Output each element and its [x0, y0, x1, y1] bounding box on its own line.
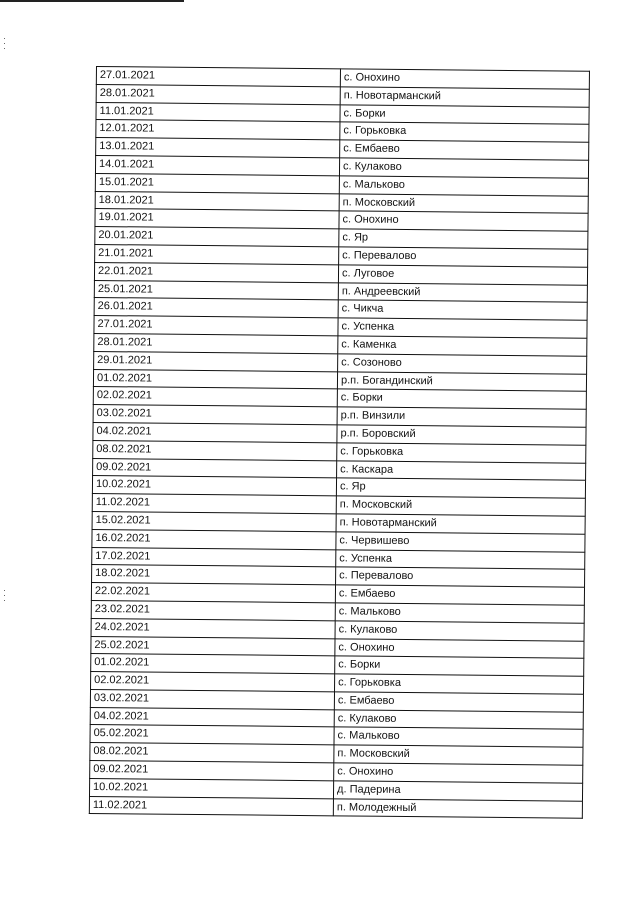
date-cell: 01.02.2021: [91, 654, 335, 674]
date-cell: 15.01.2021: [95, 173, 339, 193]
settlement-cell: р.п. Винзили: [337, 407, 586, 427]
date-cell: 17.02.2021: [92, 547, 336, 567]
settlement-cell: с. Горьковка: [335, 674, 584, 694]
settlement-cell: с. Онохино: [334, 763, 583, 783]
date-cell: 14.01.2021: [95, 155, 339, 175]
schedule-table: [89, 66, 590, 819]
date-cell: 29.01.2021: [94, 351, 338, 371]
settlement-cell: п. Московский: [334, 745, 583, 765]
settlement-cell: с. Борки: [335, 656, 584, 676]
date-cell: 03.02.2021: [90, 689, 334, 709]
date-cell: 28.01.2021: [94, 333, 338, 353]
date-cell: 03.02.2021: [93, 405, 337, 425]
date-cell: 13.01.2021: [96, 138, 340, 158]
settlement-cell: с. Онохино: [339, 211, 588, 231]
settlement-cell: с. Борки: [337, 389, 586, 409]
settlement-cell: с. Кулаково: [335, 621, 584, 641]
settlement-cell: с. Яр: [339, 229, 588, 249]
scan-margin-marks: [4, 38, 6, 53]
settlement-cell: п. Московский: [339, 193, 588, 213]
schedule-table-body: [89, 67, 589, 819]
date-cell: 05.02.2021: [90, 725, 334, 745]
date-cell: 27.01.2021: [96, 67, 340, 87]
date-cell: 23.02.2021: [91, 600, 335, 620]
date-cell: 09.02.2021: [90, 761, 334, 781]
date-cell: 08.02.2021: [90, 743, 334, 763]
date-cell: 10.02.2021: [92, 476, 336, 496]
settlement-cell: с. Ембаево: [335, 585, 584, 605]
date-cell: 18.01.2021: [95, 191, 339, 211]
settlement-cell: с. Ембаево: [334, 692, 583, 712]
settlement-cell: с. Мальково: [339, 176, 588, 196]
date-cell: 04.02.2021: [90, 707, 334, 727]
date-cell: 09.02.2021: [93, 458, 337, 478]
settlement-cell: с. Перевалово: [336, 567, 585, 587]
settlement-cell: п. Московский: [336, 496, 585, 516]
date-cell: 02.02.2021: [91, 672, 335, 692]
settlement-cell: с. Онохино: [340, 69, 589, 89]
date-cell: 11.02.2021: [92, 494, 336, 514]
date-cell: 12.01.2021: [96, 120, 340, 140]
date-cell: 22.02.2021: [91, 583, 335, 603]
settlement-cell: п. Новотарманский: [336, 514, 585, 534]
table-row: [89, 796, 582, 819]
date-cell: 18.02.2021: [92, 565, 336, 585]
settlement-cell: р.п. Боровский: [337, 425, 586, 445]
settlement-cell: с. Каскара: [337, 460, 586, 480]
date-cell: 16.02.2021: [92, 529, 336, 549]
date-cell: 28.01.2021: [96, 84, 340, 104]
date-cell: 01.02.2021: [93, 369, 337, 389]
settlement-cell: р.п. Богандинский: [337, 371, 586, 391]
settlement-cell: с. Кулаково: [334, 710, 583, 730]
date-cell: 10.02.2021: [89, 778, 333, 798]
settlement-cell: с. Кулаково: [339, 158, 588, 178]
settlement-cell: с. Каменка: [338, 336, 587, 356]
settlement-cell: с. Онохино: [335, 638, 584, 658]
date-cell: 26.01.2021: [94, 298, 338, 318]
date-cell: 25.01.2021: [94, 280, 338, 300]
schedule-table-container: [89, 66, 590, 819]
date-cell: 25.02.2021: [91, 636, 335, 656]
settlement-cell: с. Созоново: [338, 354, 587, 374]
date-cell: 11.02.2021: [89, 796, 333, 816]
date-cell: 22.01.2021: [94, 262, 338, 282]
date-cell: 02.02.2021: [93, 387, 337, 407]
settlement-cell: с. Успенка: [336, 549, 585, 569]
settlement-cell: с. Луговое: [338, 265, 587, 285]
settlement-cell: с. Ембаево: [340, 140, 589, 160]
date-cell: 20.01.2021: [95, 227, 339, 247]
date-cell: 08.02.2021: [93, 440, 337, 460]
settlement-cell: с. Мальково: [334, 727, 583, 747]
settlement-cell: с. Чикча: [338, 300, 587, 320]
date-cell: 24.02.2021: [91, 618, 335, 638]
date-cell: 11.01.2021: [96, 102, 340, 122]
settlement-cell: с. Червишево: [336, 532, 585, 552]
settlement-cell: п. Новотарманский: [340, 87, 589, 107]
date-cell: 27.01.2021: [94, 316, 338, 336]
settlement-cell: п. Молодежный: [333, 798, 582, 818]
settlement-cell: д. Падерина: [333, 781, 582, 801]
settlement-cell: с. Борки: [340, 104, 589, 124]
date-cell: 15.02.2021: [92, 511, 336, 531]
date-cell: 21.01.2021: [95, 244, 339, 264]
settlement-cell: с. Горьковка: [337, 443, 586, 463]
settlement-cell: с. Яр: [336, 478, 585, 498]
settlement-cell: п. Андреевский: [338, 282, 587, 302]
settlement-cell: с. Успенка: [338, 318, 587, 338]
date-cell: 19.01.2021: [95, 209, 339, 229]
top-edge-rule: [0, 0, 184, 2]
settlement-cell: с. Перевалово: [339, 247, 588, 267]
scan-margin-marks: [4, 590, 6, 605]
settlement-cell: с. Горьковка: [340, 122, 589, 142]
date-cell: 04.02.2021: [93, 422, 337, 442]
settlement-cell: с. Мальково: [335, 603, 584, 623]
